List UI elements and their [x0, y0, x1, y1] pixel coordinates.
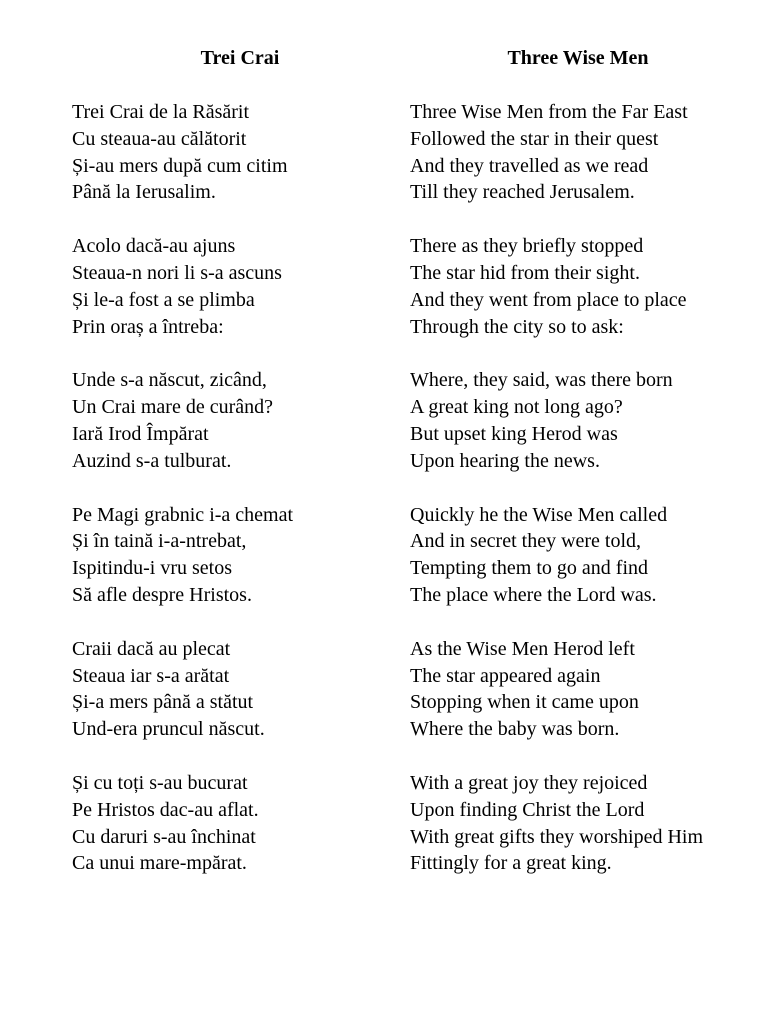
romanian-verse-line: Pe Hristos dac-au aflat.	[72, 798, 259, 821]
english-verse-line: The place where the Lord was.	[410, 583, 657, 606]
english-verse-line: There as they briefly stopped	[410, 235, 644, 258]
romanian-verse-line: Pe Magi grabnic i-a chemat	[72, 503, 294, 526]
romanian-verse-line: Ispitindu-i vru setos	[72, 557, 232, 580]
romanian-verse-line: Prin oraș a întreba:	[72, 315, 224, 338]
english-verse-line: Followed the star in their quest	[410, 127, 659, 150]
english-verse-line: Quickly he the Wise Men called	[410, 503, 668, 526]
english-verse-line: Upon hearing the news.	[410, 449, 600, 472]
romanian-stanza	[72, 367, 392, 474]
english-verse-line: Till they reached Jerusalem.	[410, 181, 635, 204]
romanian-verse-line: Steaua iar s-a arătat	[72, 664, 230, 687]
romanian-stanza	[72, 233, 392, 340]
english-verse-line: And they went from place to place	[410, 288, 687, 311]
romanian-verse-line: Și cu toți s-au bucurat	[72, 771, 248, 794]
romanian-verse-line: Până la Ierusalim.	[72, 181, 216, 204]
english-stanza	[410, 99, 760, 206]
english-verse-line: With a great joy they rejoiced	[410, 771, 648, 794]
english-verse-line: As the Wise Men Herod left	[410, 637, 635, 660]
romanian-verse-line: Und-era pruncul născut.	[72, 718, 265, 741]
romanian-verse-line: Ca unui mare-mpărat.	[72, 852, 247, 875]
romanian-verse-line: Și în taină i-a-ntrebat,	[72, 530, 247, 553]
romanian-stanza	[72, 502, 392, 609]
english-stanzas	[410, 99, 760, 877]
romanian-verse-line: Auzind s-a tulburat.	[72, 449, 232, 472]
english-verse-line: Tempting them to go and find	[410, 557, 649, 580]
english-verse-line: And in secret they were told,	[410, 530, 642, 553]
english-verse-line: The star hid from their sight.	[410, 261, 640, 284]
romanian-stanzas	[72, 99, 392, 877]
romanian-verse-line: Un Crai mare de curând?	[72, 396, 274, 419]
english-verse-line: Through the city so to ask:	[410, 315, 624, 338]
romanian-verse-line: Să afle despre Hristos.	[72, 583, 252, 606]
english-title: Three Wise Men	[507, 47, 649, 69]
romanian-verse-line: Cu steaua-au călătorit	[72, 127, 247, 150]
english-verse-line: But upset king Herod was	[410, 422, 618, 445]
english-column	[410, 45, 760, 904]
english-stanza	[410, 367, 760, 474]
english-stanza	[410, 770, 760, 877]
romanian-title: Trei Crai	[200, 47, 280, 69]
english-verse-line: Three Wise Men from the Far East	[410, 101, 688, 123]
romanian-verse-line: Acolo dacă-au ajuns	[72, 235, 236, 258]
romanian-column	[72, 45, 392, 904]
english-verse-line: Upon finding Christ the Lord	[410, 798, 645, 821]
english-stanza	[410, 502, 760, 609]
english-verse-line: Where the baby was born.	[410, 718, 620, 741]
english-stanza	[410, 233, 760, 340]
romanian-stanza	[72, 770, 392, 877]
english-verse-line: Fittingly for a great king.	[410, 852, 612, 875]
romanian-stanza	[72, 636, 392, 743]
english-verse-line: Stopping when it came upon	[410, 691, 639, 714]
romanian-verse-line: Cu daruri s-au închinat	[72, 825, 256, 848]
romanian-verse-line: Și-au mers după cum citim	[72, 154, 288, 177]
romanian-verse-line: Și le-a fost a se plimba	[72, 288, 255, 311]
romanian-verse-line: Craii dacă au plecat	[72, 637, 231, 660]
romanian-stanza	[72, 99, 392, 206]
english-stanza	[410, 636, 760, 743]
english-verse-line: With great gifts they worshiped Him	[410, 825, 704, 848]
romanian-verse-line: Steaua-n nori li s-a ascuns	[72, 261, 282, 284]
romanian-verse-line: Trei Crai de la Răsărit	[72, 101, 250, 123]
english-verse-line: And they travelled as we read	[410, 154, 649, 177]
romanian-verse-line: Și-a mers până a stătut	[72, 691, 254, 714]
romanian-verse-line: Iară Irod Împărat	[72, 422, 209, 445]
romanian-verse-line: Unde s-a născut, zicând,	[72, 369, 267, 392]
english-verse-line: Where, they said, was there born	[410, 369, 673, 392]
english-verse-line: The star appeared again	[410, 664, 601, 687]
english-verse-line: A great king not long ago?	[410, 396, 623, 419]
